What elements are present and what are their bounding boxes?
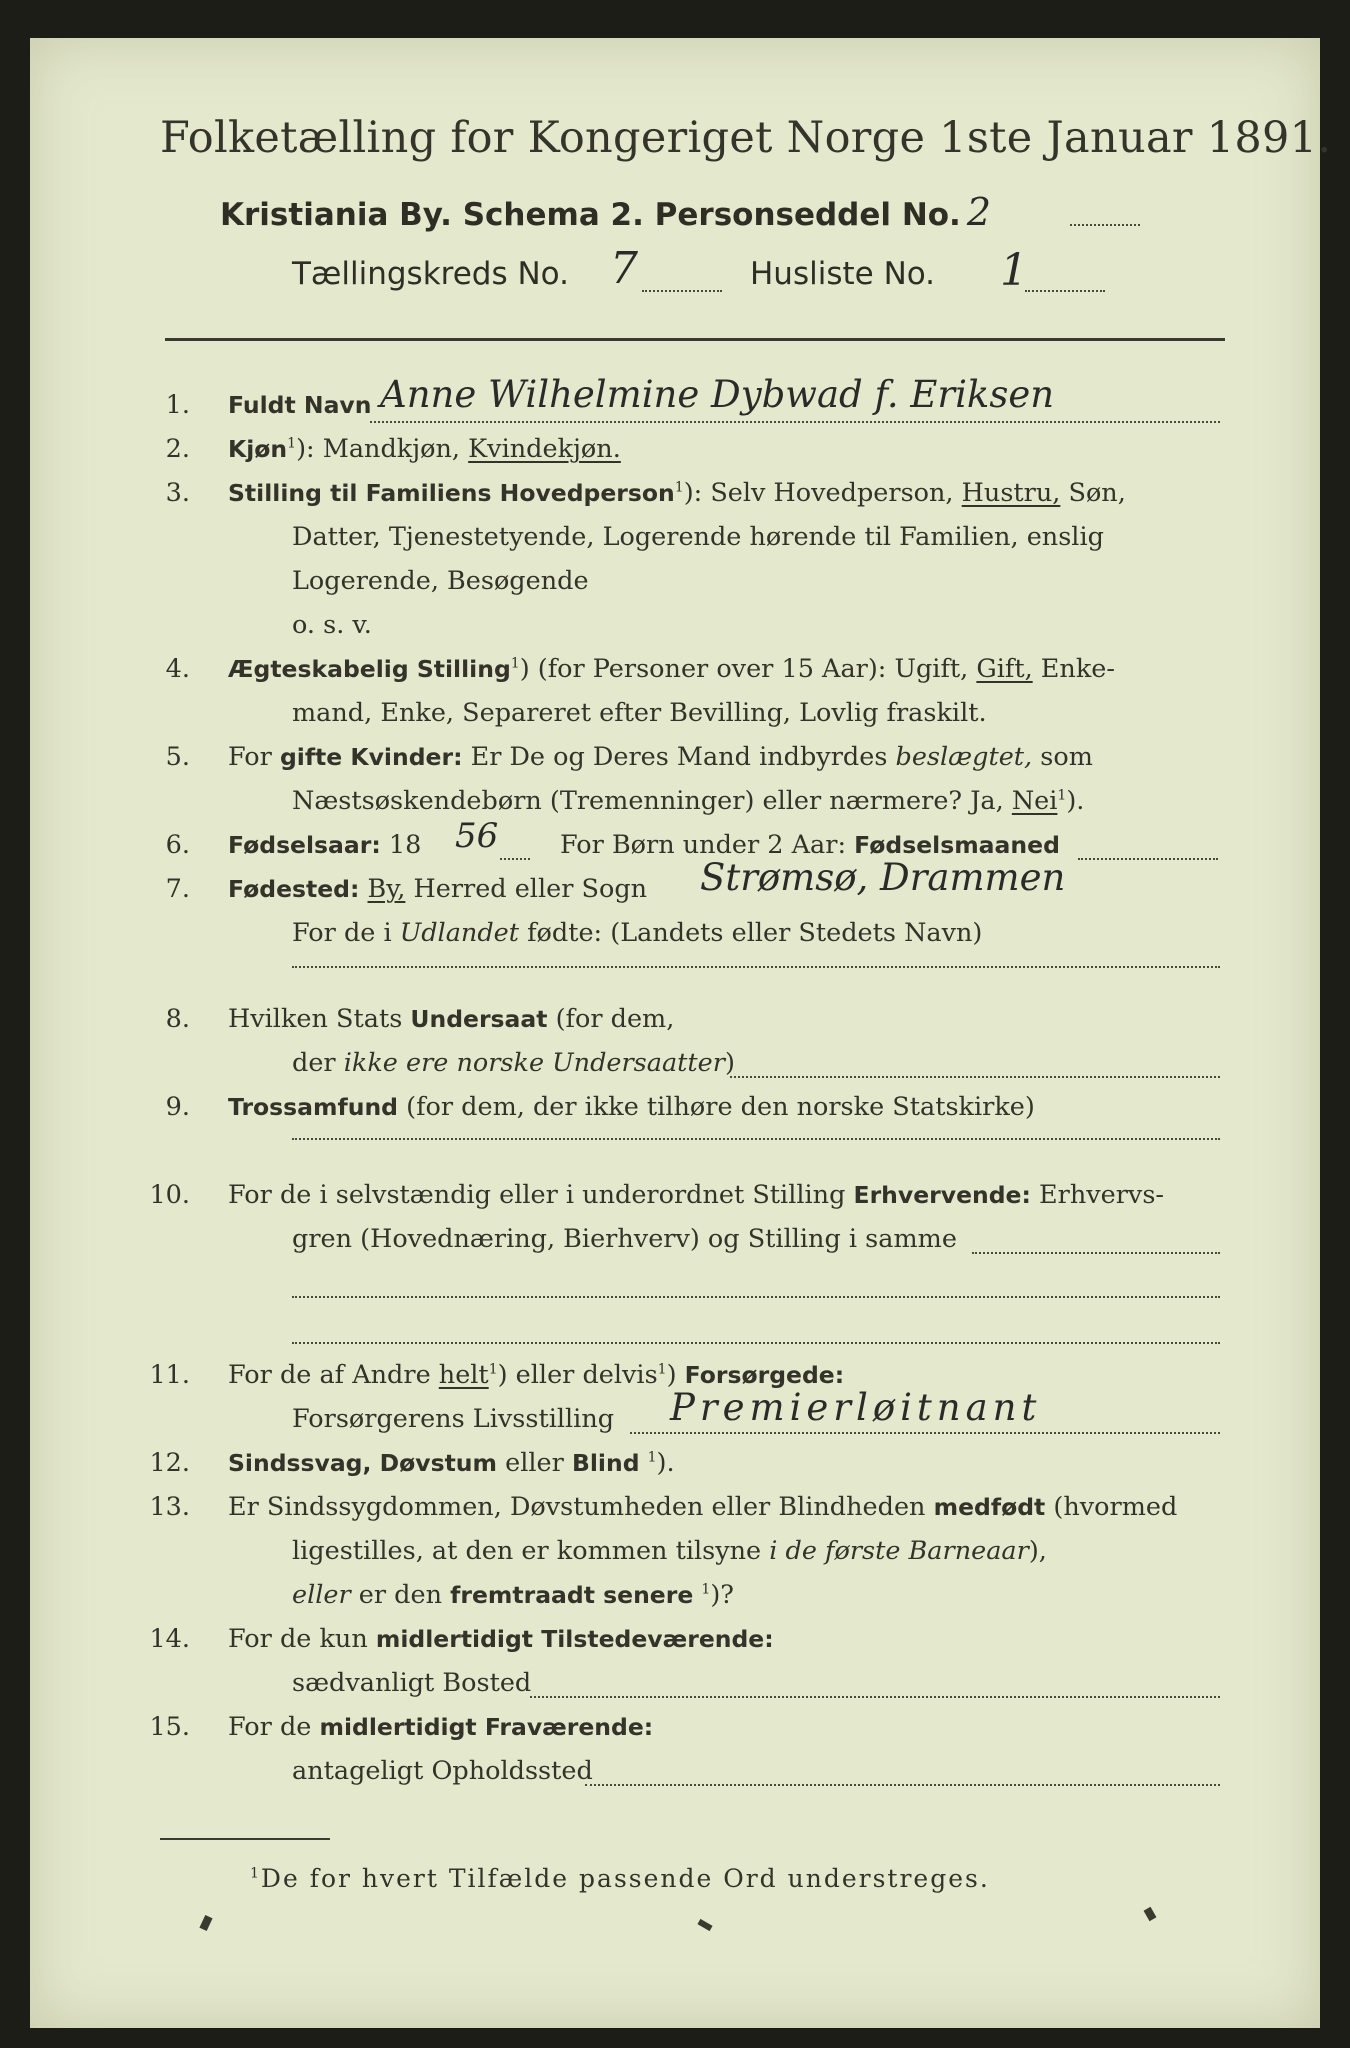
q1-label: Fuldt Navn xyxy=(228,391,372,419)
q4-line xyxy=(228,654,1115,684)
q2-selected: Kvindekjøn. xyxy=(468,434,621,464)
q5-question: Næstsøskendebørn (Tremenninger) eller nærmere? Ja, xyxy=(292,786,1004,816)
q6-month-dots xyxy=(1078,858,1218,860)
q1-line xyxy=(228,390,371,420)
kreds-number: 7 xyxy=(610,243,638,294)
q15-line xyxy=(228,1712,653,1742)
form-subtitle xyxy=(220,190,991,234)
q7-line2-a: For de i xyxy=(292,918,392,948)
q5-line2 xyxy=(292,786,1084,816)
q8-line2-italic: ikke ere norske Undersaatter xyxy=(343,1048,725,1078)
q12-or: eller xyxy=(505,1448,564,1478)
personseddel-dots xyxy=(1070,224,1140,226)
header-rule xyxy=(165,338,1225,341)
q11-dots xyxy=(630,1432,1220,1434)
q5-prefix: For xyxy=(228,742,272,772)
q11-mid: ) eller delvis xyxy=(497,1360,658,1390)
q8-prefix: Hvilken Stats xyxy=(228,1004,403,1034)
q12-number: 12. xyxy=(149,1448,190,1478)
q11-close: ) xyxy=(666,1360,677,1390)
q3-selected: Hustru, xyxy=(961,478,1061,508)
q12-sup: 1 xyxy=(647,1449,657,1466)
footnote xyxy=(250,1864,990,1893)
husliste-dots xyxy=(1025,290,1105,292)
q13-line2-a: ligestilles, at den er kommen tilsyne xyxy=(292,1536,762,1566)
q5-sup: 1 xyxy=(1057,787,1067,804)
q10-dots-2 xyxy=(292,1296,1220,1298)
q1-handwritten-name: Anne Wilhelmine Dybwad f. Eriksen xyxy=(380,373,1055,416)
q13-line xyxy=(228,1492,1177,1522)
q15-number: 15. xyxy=(149,1712,190,1742)
q14-line2: sædvanligt Bosted xyxy=(292,1668,532,1698)
q13-line3-italic: eller xyxy=(292,1580,351,1610)
q3-sup: 1 xyxy=(674,479,684,496)
q8-suffix: (for dem, xyxy=(555,1004,675,1034)
q13-line3-a: er den xyxy=(358,1580,443,1610)
q2-sup: 1 xyxy=(287,435,297,452)
q14-dots xyxy=(530,1696,1220,1698)
q10-dots-1 xyxy=(972,1252,1220,1254)
footnote-text: De for hvert Tilfælde passende Ord understreges. xyxy=(260,1864,990,1893)
q10-label: Erhvervende: xyxy=(853,1181,1031,1209)
q7-line2-b: fødte: (Landets eller Stedets Navn) xyxy=(527,918,983,948)
paper-mark-left xyxy=(199,1915,212,1931)
q13-sup: 1 xyxy=(701,1581,711,1598)
kreds-label: Tællingskreds No. xyxy=(292,256,569,292)
q4-selected: Gift, xyxy=(976,654,1033,684)
q13-label2: fremtraadt senere xyxy=(450,1581,694,1609)
q11-line2: Forsørgerens Livsstilling xyxy=(292,1404,615,1434)
q10-number: 10. xyxy=(149,1180,190,1210)
q2-line xyxy=(228,434,621,464)
footnote-sup: 1 xyxy=(250,1865,261,1882)
q3-line2: Datter, Tjenestetyende, Logerende hørende til Familien, enslig xyxy=(292,522,1104,552)
q8-line2 xyxy=(292,1048,735,1078)
q1-number: 1. xyxy=(165,390,190,420)
q6-month-label: Fødselsmaaned xyxy=(854,831,1060,859)
q7-handwritten-place: Strømsø, Drammen xyxy=(700,856,1066,899)
q8-line2-a: der xyxy=(292,1048,336,1078)
q13-line3 xyxy=(292,1580,734,1610)
q5-label: gifte Kvinder: xyxy=(279,743,463,771)
q15-prefix: For de xyxy=(228,1712,312,1742)
q6-year-dots xyxy=(500,858,530,860)
q4-number: 4. xyxy=(165,654,190,684)
q14-label: midlertidigt Tilstedeværende: xyxy=(375,1625,774,1653)
q3-options-a: ): Selv Hovedperson, xyxy=(683,478,954,508)
q2-number: 2. xyxy=(165,434,190,464)
q11-selected: helt xyxy=(438,1360,489,1390)
q13-line2 xyxy=(292,1536,1047,1566)
q5-selected: Nei xyxy=(1011,786,1058,816)
q5-suffix: som xyxy=(1040,742,1093,772)
q11-handwritten-occupation: Premierløitnant xyxy=(670,1386,1042,1429)
q5-number: 5. xyxy=(165,742,190,772)
q6-number: 6. xyxy=(165,830,190,860)
q7-number: 7. xyxy=(165,874,190,904)
q13-line2-italic: i de første Barneaar xyxy=(769,1536,1029,1566)
census-form-page xyxy=(30,38,1332,2028)
q12-end: ). xyxy=(656,1448,675,1478)
personseddel-number: 2 xyxy=(966,190,992,234)
q6-line xyxy=(228,830,421,860)
q3-label: Stilling til Familiens Hovedperson xyxy=(228,479,675,507)
q10-dots-3 xyxy=(292,1342,1220,1344)
form-title: Folketælling for Kongeriget Norge 1ste Januar 1891. xyxy=(160,113,1332,163)
q5-line xyxy=(228,742,1093,772)
q8-number: 8. xyxy=(165,1004,190,1034)
q8-label: Undersaat xyxy=(410,1005,548,1033)
kreds-dots xyxy=(642,290,722,292)
q11-label: Forsørgede: xyxy=(684,1361,845,1389)
q2-options: ): Mandkjøn, xyxy=(296,434,461,464)
q15-line2: antageligt Opholdssted xyxy=(292,1756,593,1786)
husliste-number: 1 xyxy=(1000,245,1028,296)
q11-prefix: For de af Andre xyxy=(228,1360,431,1390)
q8-line2-b: ) xyxy=(724,1048,735,1078)
q10-text: For de i selvstændig eller i underordnet Stilling xyxy=(228,1180,846,1210)
subtitle-text: Kristiania By. Schema 2. Personseddel No. xyxy=(220,197,961,233)
paper-mark-right xyxy=(1144,1907,1157,1921)
q3-line3: Logerende, Besøgende xyxy=(292,566,589,596)
footnote-rule xyxy=(160,1838,330,1840)
q3-number: 3. xyxy=(165,478,190,508)
q11-sup-2: 1 xyxy=(657,1361,667,1378)
q6-century: 18 xyxy=(388,830,422,860)
q9-dots xyxy=(292,1138,1220,1140)
q14-prefix: For de kun xyxy=(228,1624,368,1654)
q9-number: 9. xyxy=(165,1092,190,1122)
q8-line xyxy=(228,1004,674,1034)
q13-line2-b: ), xyxy=(1028,1536,1047,1566)
q12-label2: Blind xyxy=(571,1449,640,1477)
q12-label: Sindssvag, Døvstum xyxy=(228,1449,498,1477)
q1-dots xyxy=(370,421,1220,423)
q3-line4: o. s. v. xyxy=(292,610,372,640)
q7-selected: By, xyxy=(367,874,406,904)
q5-end: ). xyxy=(1066,786,1085,816)
q14-number: 14. xyxy=(149,1624,190,1654)
q4-options-a: ) (for Personer over 15 Aar): Ugift, xyxy=(519,654,969,684)
q4-options-b: Enke- xyxy=(1040,654,1115,684)
q7-line2 xyxy=(292,918,982,948)
q15-dots xyxy=(585,1784,1220,1786)
q7-options: Herred eller Sogn xyxy=(413,874,648,904)
husliste-label: Husliste No. xyxy=(750,256,936,292)
q2-label: Kjøn xyxy=(228,435,288,463)
q13-label: medfødt xyxy=(933,1493,1046,1521)
q13-suffix: (hvormed xyxy=(1053,1492,1178,1522)
q4-label: Ægteskabelig Stilling xyxy=(228,655,511,683)
q6-label: Fødselsaar: xyxy=(228,831,381,859)
q5-italic: beslægtet, xyxy=(895,742,1033,772)
q7-line xyxy=(228,874,647,904)
q10-line2: gren (Hovednæring, Bierhverv) og Stilling i samme xyxy=(292,1224,957,1254)
q14-line xyxy=(228,1624,774,1654)
q10-suffix: Erhvervs- xyxy=(1039,1180,1165,1210)
q15-label: midlertidigt Fraværende: xyxy=(319,1713,654,1741)
q13-text: Er Sindssygdommen, Døvstumheden eller Blindheden xyxy=(228,1492,926,1522)
paper-mark-center xyxy=(697,1919,712,1931)
q4-line2: mand, Enke, Separeret efter Bevilling, Lovlig fraskilt. xyxy=(292,698,987,728)
q7-label: Fødested: xyxy=(228,875,360,903)
q6-handwritten-year: 56 xyxy=(455,816,499,856)
q7-line2-italic: Udlandet xyxy=(399,918,519,948)
q11-sup-1: 1 xyxy=(488,1361,498,1378)
q13-number: 13. xyxy=(149,1492,190,1522)
q3-line xyxy=(228,478,1126,508)
q9-line xyxy=(228,1092,1035,1122)
q13-line3-b: )? xyxy=(710,1580,734,1610)
q9-text: (for dem, der ikke tilhøre den norske Statskirke) xyxy=(406,1092,1035,1122)
q3-options-b: Søn, xyxy=(1068,478,1126,508)
q9-label: Trossamfund xyxy=(228,1093,399,1121)
q7-dots xyxy=(292,966,1220,968)
q11-number: 11. xyxy=(149,1360,190,1390)
q4-sup: 1 xyxy=(510,655,520,672)
q8-dots xyxy=(730,1076,1220,1078)
q10-line xyxy=(228,1180,1164,1210)
q5-text: Er De og Deres Mand indbyrdes xyxy=(470,742,888,772)
q6-children-text: For Børn under 2 Aar: xyxy=(560,830,847,860)
q12-line xyxy=(228,1448,675,1478)
